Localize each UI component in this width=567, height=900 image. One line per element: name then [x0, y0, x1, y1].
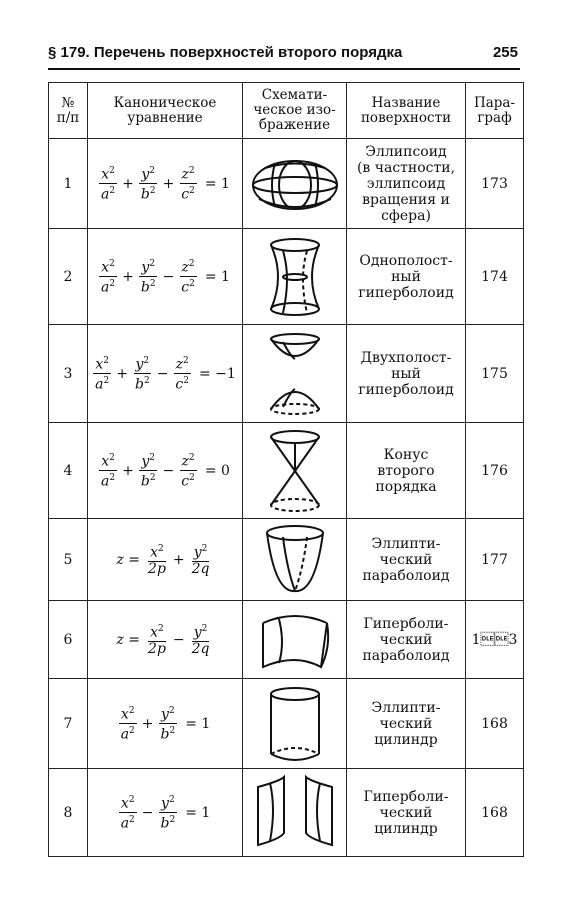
row-number: 5: [49, 519, 88, 601]
term-2-denominator: b: [160, 815, 170, 832]
paragraph-number: 173: [466, 139, 524, 229]
operator-1: +: [122, 462, 134, 479]
term-2-denominator: b: [140, 473, 150, 490]
equation-rhs: = 1: [185, 804, 211, 821]
term-3-denominator: c: [181, 186, 190, 203]
surface-name: Эллипти- ческий цилиндр: [347, 679, 466, 769]
term-2-denominator: b: [140, 186, 150, 203]
surface-sketch: [243, 679, 347, 769]
term-1-denominator: a: [120, 726, 130, 743]
table-row: [49, 679, 524, 769]
row-number: 3: [49, 325, 88, 423]
equation-lhs: z =: [116, 551, 141, 568]
term-2: $\frac{y^2}{2q}$: [191, 624, 210, 657]
term-2-numerator: y: [193, 624, 202, 641]
header-sketch: Схемати- ческое изо- бражение: [243, 83, 347, 139]
paragraph-number: 13: [466, 601, 524, 679]
term-1-numerator: x: [101, 260, 110, 276]
term-3: $\frac{z^2}{c^2}$: [175, 356, 189, 393]
header-name: Название поверхности: [347, 83, 466, 139]
surface-sketch: [243, 423, 347, 519]
term-2: $\frac{y^2}{b^2}$: [160, 706, 176, 743]
term-1-denominator: 2p: [148, 640, 166, 657]
row-number: 8: [49, 769, 88, 857]
canonical-equation: [88, 601, 243, 679]
elliptic-paraboloid-icon: [243, 523, 346, 597]
table-row: [49, 325, 524, 423]
row-number: 4: [49, 423, 88, 519]
term-3-denominator: c: [175, 376, 184, 393]
page-header: [48, 42, 520, 70]
term-1: $\frac{x^2}{a^2}$: [101, 259, 116, 296]
surface-name: Конус второго порядка: [347, 423, 466, 519]
term-1: $\frac{x^2}{a^2}$: [101, 166, 116, 203]
term-1: $\frac{x^2}{a^2}$: [95, 356, 110, 393]
row-number: 1: [49, 139, 88, 229]
term-1-denominator: a: [101, 186, 110, 203]
term-1: $\frac{x^2}{a^2}$: [120, 706, 135, 743]
row-number: 2: [49, 229, 88, 325]
paragraph-number: 168: [466, 769, 524, 857]
term-1-numerator: x: [101, 454, 110, 470]
header-equation: Каноническое уравнение: [88, 83, 243, 139]
hyperbolic-paraboloid-icon: [243, 607, 346, 673]
term-2: $\frac{y^2}{b^2}$: [140, 259, 156, 296]
equation-lhs: z =: [116, 631, 141, 648]
term-2-numerator: y: [141, 167, 150, 183]
term-2-numerator: y: [141, 260, 150, 276]
table-row: [49, 519, 524, 601]
term-2: $\frac{y^2}{b^2}$: [140, 166, 156, 203]
canonical-equation: [88, 679, 243, 769]
term-2: $\frac{y^2}{b^2}$: [160, 795, 176, 832]
canonical-equation: [88, 519, 243, 601]
row-number: 7: [49, 679, 88, 769]
term-2-denominator: 2q: [191, 640, 210, 657]
term-2-denominator: b: [140, 279, 150, 296]
operator-1: −: [141, 804, 154, 821]
term-1-denominator: a: [101, 473, 110, 490]
paragraph-number: 174: [466, 229, 524, 325]
surface-name: Двухполост- ный гиперболоид: [347, 325, 466, 423]
canonical-equation: [88, 423, 243, 519]
term-1-numerator: x: [120, 707, 129, 723]
equation-rhs: = 1: [204, 268, 230, 285]
operator-2: −: [156, 365, 169, 382]
term-3: $\frac{z^2}{c^2}$: [181, 453, 195, 490]
equation-rhs: = 1: [185, 715, 211, 732]
surface-sketch: [243, 601, 347, 679]
term-3-denominator: c: [181, 473, 190, 490]
term-2-numerator: y: [135, 357, 144, 373]
header-paragraph: Пара- граф: [466, 83, 524, 139]
surface-sketch: [243, 229, 347, 325]
term-2: $\frac{y^2}{b^2}$: [134, 356, 150, 393]
term-2-numerator: y: [141, 454, 150, 470]
surface-sketch: [243, 139, 347, 229]
surface-sketch: [243, 325, 347, 423]
term-1-denominator: 2p: [148, 560, 166, 577]
section-title: § 179. Перечень поверхностей второго порядка: [48, 44, 403, 61]
two-sheet-hyperboloid-icon: [243, 331, 346, 417]
table-row: [49, 601, 524, 679]
term-2: $\frac{y^2}{2q}$: [191, 544, 210, 577]
surface-name: Эллипти- ческий параболоид: [347, 519, 466, 601]
surfaces-table: [48, 82, 524, 857]
row-number: 6: [49, 601, 88, 679]
term-1: $\frac{x^2}{a^2}$: [120, 795, 135, 832]
header-num: № п/п: [49, 83, 88, 139]
term-1-denominator: a: [101, 279, 110, 296]
paragraph-number: 177: [466, 519, 524, 601]
operator-1: +: [122, 175, 134, 192]
operator-2: −: [162, 268, 175, 285]
term-3-numerator: z: [181, 260, 189, 276]
cone-icon: [243, 427, 346, 515]
page-number: 255: [492, 44, 518, 61]
term-1: $\frac{x^2}{2p}$: [148, 544, 166, 577]
operator-2: +: [162, 175, 175, 192]
term-3-numerator: z: [175, 357, 184, 373]
operator-1: −: [172, 631, 185, 648]
term-2-numerator: y: [161, 796, 169, 812]
term-1: $\frac{x^2}{a^2}$: [101, 453, 116, 490]
hyperbolic-cylinder-icon: [243, 773, 346, 853]
table-header-row: [49, 83, 524, 139]
canonical-equation: [88, 139, 243, 229]
operator-2: −: [162, 462, 175, 479]
term-2-numerator: y: [161, 707, 169, 723]
table-row: [49, 769, 524, 857]
term-1: $\frac{x^2}{2p}$: [148, 624, 166, 657]
table-row: [49, 229, 524, 325]
paragraph-number: 175: [466, 325, 524, 423]
surface-sketch: [243, 769, 347, 857]
operator-1: +: [141, 715, 154, 732]
equation-rhs: = −1: [199, 365, 236, 382]
canonical-equation: [88, 325, 243, 423]
term-1-numerator: x: [150, 544, 159, 561]
operator-1: +: [116, 365, 128, 382]
term-2-numerator: y: [193, 544, 202, 561]
surface-name: Однополост- ный гиперболоид: [347, 229, 466, 325]
table-row: [49, 423, 524, 519]
one-sheet-hyperboloid-icon: [243, 235, 346, 319]
term-1-numerator: x: [150, 624, 159, 641]
term-3: $\frac{z^2}{c^2}$: [181, 166, 195, 203]
term-1-denominator: a: [95, 376, 104, 393]
paragraph-number: 176: [466, 423, 524, 519]
elliptic-cylinder-icon: [243, 684, 346, 764]
term-1-numerator: x: [101, 167, 110, 183]
surface-name: Гиперболи- ческий параболоид: [347, 601, 466, 679]
term-3-denominator: c: [181, 279, 190, 296]
term-2-denominator: b: [160, 726, 170, 743]
canonical-equation: [88, 229, 243, 325]
term-2-denominator: 2q: [191, 560, 210, 577]
operator-1: +: [122, 268, 134, 285]
term-2-denominator: b: [134, 376, 144, 393]
table-row: [49, 139, 524, 229]
term-1-numerator: x: [120, 796, 129, 812]
operator-1: +: [172, 551, 185, 568]
paragraph-number: 168: [466, 679, 524, 769]
equation-rhs: = 1: [204, 175, 230, 192]
ellipsoid-icon: [243, 149, 346, 219]
term-3: $\frac{z^2}{c^2}$: [181, 259, 195, 296]
canonical-equation: [88, 769, 243, 857]
term-3-numerator: z: [181, 454, 189, 470]
term-2: $\frac{y^2}{b^2}$: [140, 453, 156, 490]
surface-name: Эллипсоид (в частности, эллипсоид вращения и сфера): [347, 139, 466, 229]
term-1-denominator: a: [120, 815, 130, 832]
surface-name: Гиперболи- ческий цилиндр: [347, 769, 466, 857]
term-3-numerator: z: [181, 167, 189, 183]
surface-sketch: [243, 519, 347, 601]
term-1-numerator: x: [95, 357, 104, 373]
equation-rhs: = 0: [204, 462, 230, 479]
